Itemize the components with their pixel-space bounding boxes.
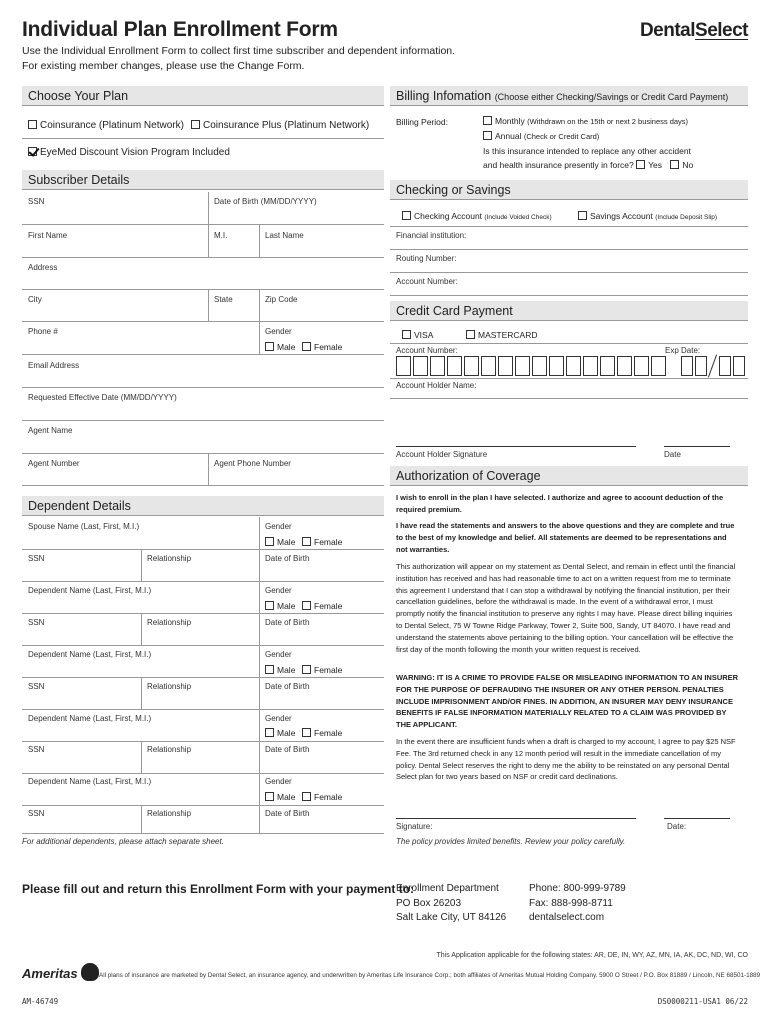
ssn-label: SSN [28, 745, 45, 754]
replace-yes-checkbox[interactable] [636, 160, 645, 169]
intro-line-2: For existing member changes, please use the Change Form. [22, 60, 305, 72]
savings-option[interactable] [578, 211, 717, 221]
female-checkbox[interactable] [302, 601, 311, 610]
divider [141, 805, 142, 833]
credit-card-heading: Credit Card Payment [390, 301, 748, 321]
divider [259, 773, 260, 833]
female-label: Female [314, 665, 343, 675]
intro-line-1: Use the Individual Enrollment Form to collect first time subscriber and dependent information. [22, 45, 456, 57]
female-checkbox[interactable] [302, 665, 311, 674]
mastercard-label: MASTERCARD [478, 330, 538, 340]
replace-no-checkbox[interactable] [670, 160, 679, 169]
signature-date-label: Date: [667, 822, 687, 831]
routing-number-label: Routing Number: [396, 254, 457, 263]
relationship-label: Relationship [147, 682, 192, 691]
divider [22, 289, 384, 290]
form-number-left: AM-46749 [22, 997, 59, 1006]
dental-select-logo [640, 20, 748, 42]
dob-label: Date of Birth [265, 618, 310, 627]
male-checkbox[interactable] [265, 342, 274, 351]
auth-paragraph-2: I have read the statements and answers to the above questions and they are complete and true to the best of my knowledge and belief. All statements are deemed to be representations and not warranties. [396, 521, 735, 554]
billing-title-note: (Choose either Checking/Savings or Credit Card Payment) [494, 92, 729, 102]
auth-paragraph-1: I wish to enroll in the plan I have selected. I authorize and agree to account deduction of the required premium. [396, 493, 724, 514]
divider [22, 138, 384, 139]
brand-part-a: Dental [639, 20, 696, 41]
relationship-label: Relationship [147, 809, 192, 818]
address-dept: Enrollment Department [396, 883, 499, 894]
divider [390, 272, 748, 273]
dependent-male-option[interactable] [265, 792, 295, 802]
mastercard-checkbox[interactable] [466, 330, 475, 339]
signature-label: Signature: [396, 822, 433, 831]
dob-label: Date of Birth [265, 809, 310, 818]
dependent-male-option[interactable] [265, 601, 295, 611]
mailing-address [396, 882, 506, 926]
female-checkbox[interactable] [302, 792, 311, 801]
agent-number-label: Agent Number [28, 459, 80, 468]
dob-label: Date of Birth [265, 554, 310, 563]
dependent-name-label: Dependent Name (Last, First, M.I.) [28, 650, 152, 659]
ameritas-logo [22, 963, 99, 981]
dependent-female-option[interactable] [302, 792, 342, 802]
divider [22, 741, 384, 742]
checking-label: Checking Account [414, 211, 483, 221]
dependent-female-option[interactable] [302, 601, 342, 611]
intro-text [22, 44, 455, 74]
subscriber-male-option[interactable] [265, 342, 295, 352]
plan-option-coinsurance[interactable] [28, 120, 184, 131]
dob-label: Date of Birth [265, 745, 310, 754]
coinsurance-checkbox[interactable] [28, 120, 37, 129]
annual-checkbox[interactable] [483, 131, 492, 140]
male-checkbox[interactable] [265, 537, 274, 546]
male-label: Male [277, 665, 296, 675]
address-label: Address [28, 263, 58, 272]
dependent-male-option[interactable] [265, 728, 295, 738]
divider [22, 677, 384, 678]
limited-benefits-note: The policy provides limited benefits. Review your policy carefully. [396, 837, 626, 846]
city-label: City [28, 295, 42, 304]
return-instructions: Please fill out and return this Enrollment Form with your payment to: [22, 882, 415, 896]
relationship-label: Relationship [147, 618, 192, 627]
gender-label: Gender [265, 714, 292, 723]
male-label: Male [277, 537, 296, 547]
male-checkbox[interactable] [265, 601, 274, 610]
exp-date-label: Exp Date: [665, 346, 701, 355]
exp-date-boxes[interactable] [681, 356, 745, 376]
dob-label: Date of Birth [265, 682, 310, 691]
effective-date-label: Requested Effective Date (MM/DD/YYYY) [28, 393, 177, 402]
annual-note: (Check or Credit Card) [523, 132, 600, 141]
checking-option[interactable] [402, 211, 552, 221]
signature-line[interactable] [396, 446, 636, 447]
divider [390, 249, 748, 250]
monthly-label: Monthly [495, 116, 525, 126]
auth-paragraph-3: This authorization will appear on my statement as Dental Select, and remain in effect until the financial institution has received and has had reasonable time to act on a written request from me to terminate this agreement I understand that I can stop a withdrawal by notifying the financial institution, per their cancellation guidelines, before the withdrawal is made. In the event of a withdrawal error, I must promptly notify the financial institution to preserve any rights I may have. Please direct billing inquiries to Dental Select, 75 W Towne Ridge Parkway, Tower 2, Suite 500, Sandy, UT 84070. I have read and understand the statements above pertaining to the billing option. Your cancellation will be effective the first day of the month following the month your written request is received. [396, 562, 736, 654]
plan-option-eyemed[interactable] [28, 147, 230, 158]
replace-question-text: and health insurance presently in force? [483, 160, 634, 170]
spouse-name-label: Spouse Name (Last, First, M.I.) [28, 522, 140, 531]
female-label: Female [314, 792, 343, 802]
ssn-label: SSN [28, 197, 45, 206]
eyemed-label: EyeMed Discount Vision Program Included [40, 147, 230, 158]
female-checkbox[interactable] [302, 342, 311, 351]
divider [141, 613, 142, 645]
ssn-label: SSN [28, 554, 45, 563]
dependent-female-option[interactable] [302, 728, 342, 738]
auth-paragraph-nsf: In the event there are insufficient funds when a draft is charged to my account, I agree to pay $25 NSF Fee. The 3rd returned check in any 12 month period will result in the immediate cancellation of my policy. Dental Select reserves the right to deny me the ability to be reinstated on any personal Dental Select plan for two years based on NSF or credit card declinations. [396, 737, 736, 782]
auth-warning: WARNING: IT IS A CRIME TO PROVIDE FALSE OR MISLEADING INFORMATION TO AN INSURER FOR THE PURPOSE OF DEFRAUDING THE INSURER OR ANY OTHER PERSON. PENALTIES INCLUDE IMPRISONMENT AND/OR FINES. IN ADDITION, AN INSURER MAY DENY INSURANCE BENEFITS IF FALSE INFORMATION MATERIALLY RELATED TO A CLAIM WAS PROVIDED BY THE APPLICANT. [396, 673, 739, 730]
female-label: Female [314, 601, 343, 611]
male-label: Male [277, 728, 296, 738]
female-label: Female [314, 537, 343, 547]
spouse-female-option[interactable] [302, 537, 342, 547]
divider [22, 833, 384, 834]
divider [390, 226, 748, 227]
divider [208, 224, 209, 257]
divider [141, 549, 142, 581]
monthly-checkbox[interactable] [483, 116, 492, 125]
contact-fax: Fax: 888-998-8711 [529, 897, 613, 909]
dependent-name-label: Dependent Name (Last, First, M.I.) [28, 586, 152, 595]
gender-label: Gender [265, 327, 292, 336]
contact-phone: Phone: 800-999-9789 [529, 883, 626, 894]
dependent-name-label: Dependent Name (Last, First, M.I.) [28, 714, 152, 723]
gender-label: Gender [265, 650, 292, 659]
agent-name-label: Agent Name [28, 426, 73, 435]
applicable-states: This Application applicable for the following states: AR, DE, IN, WY, AZ, MN, IA, AK, DC, ND, WI, CO [436, 952, 748, 959]
replace-question-line1: Is this insurance intended to replace any other accident [483, 146, 691, 156]
divider [259, 224, 260, 257]
last-name-label: Last Name [265, 231, 304, 240]
savings-checkbox[interactable] [578, 211, 587, 220]
male-label: Male [277, 792, 296, 802]
divider [390, 378, 748, 379]
account-number-label: Account Number: [396, 277, 458, 286]
divider [22, 224, 384, 225]
cc-account-number-label: Account Number: [396, 346, 458, 355]
ssn-label: SSN [28, 618, 45, 627]
divider [141, 677, 142, 709]
monthly-note: (Withdrawn on the 15th or next 2 business days) [527, 117, 689, 126]
female-checkbox[interactable] [302, 728, 311, 737]
coinsurance-plus-label: Coinsurance Plus (Platinum Network) [203, 120, 370, 131]
divider [22, 354, 384, 355]
divider [22, 613, 384, 614]
bison-icon [81, 963, 99, 981]
underwriting-disclaimer: All plans of insurance are marketed by Dental Select, an insurance agency, and underwritten by Ameritas Life Insurance Corp.; both affiliates of Ameritas Mutual Holding Company. 5900 O Street / P.O. Box 81889 / Lincoln, NE 68501-1889 [99, 972, 761, 979]
state-label: State [214, 295, 233, 304]
visa-option[interactable] [402, 330, 433, 340]
annual-label: Annual [495, 131, 522, 141]
dob-label: Date of Birth (MM/DD/YYYY) [214, 197, 317, 206]
divider [141, 741, 142, 773]
dependent-heading: Dependent Details [22, 496, 384, 516]
divider [22, 549, 384, 550]
gender-label: Gender [265, 586, 292, 595]
date-line[interactable] [664, 818, 730, 819]
male-label: Male [277, 342, 296, 352]
date-line[interactable] [664, 446, 730, 447]
savings-note: (Include Deposit Slip) [655, 214, 718, 221]
mi-label: M.I. [214, 231, 228, 240]
checking-checkbox[interactable] [402, 211, 411, 220]
female-label: Female [314, 728, 343, 738]
male-checkbox[interactable] [265, 665, 274, 674]
phone-label: Phone # [28, 327, 58, 336]
divider [22, 773, 384, 774]
male-label: Male [277, 601, 296, 611]
gender-label: Gender [265, 522, 292, 531]
divider [208, 192, 209, 224]
signature-line[interactable] [396, 818, 636, 819]
billing-title: Billing Infomation [396, 89, 492, 103]
replace-question-line2 [483, 160, 693, 170]
brand-part-b: Select [695, 20, 748, 41]
savings-label: Savings Account [590, 211, 653, 221]
first-name-label: First Name [28, 231, 68, 240]
replace-no-label: No [682, 160, 694, 170]
divider [390, 398, 748, 399]
male-checkbox[interactable] [265, 728, 274, 737]
page-title: Individual Plan Enrollment Form [22, 18, 338, 41]
checking-savings-heading: Checking or Savings [390, 180, 748, 200]
divider [22, 805, 384, 806]
dependent-name-label: Dependent Name (Last, First, M.I.) [28, 777, 152, 786]
relationship-label: Relationship [147, 745, 192, 754]
cc-number-boxes[interactable] [396, 356, 666, 376]
authorization-heading: Authorization of Coverage [390, 466, 748, 486]
divider [22, 485, 384, 486]
divider [22, 581, 384, 582]
coinsurance-plus-checkbox[interactable] [191, 120, 200, 129]
billing-period-label: Billing Period: [396, 117, 448, 127]
divider [22, 321, 384, 322]
ssn-label: SSN [28, 809, 45, 818]
divider [390, 295, 748, 296]
billing-heading [390, 86, 748, 106]
eyemed-checkbox[interactable] [28, 147, 37, 156]
spouse-male-option[interactable] [265, 537, 295, 547]
contact-info [529, 882, 626, 926]
relationship-label: Relationship [147, 554, 192, 563]
female-label: Female [314, 342, 343, 352]
email-label: Email Address [28, 361, 80, 370]
visa-label: VISA [414, 330, 434, 340]
divider [22, 420, 384, 421]
zip-label: Zip Code [265, 295, 298, 304]
divider [208, 453, 209, 485]
mastercard-option[interactable] [466, 330, 538, 340]
agent-phone-label: Agent Phone Number [214, 459, 291, 468]
visa-checkbox[interactable] [402, 330, 411, 339]
divider [22, 453, 384, 454]
dependent-male-option[interactable] [265, 665, 295, 675]
account-holder-label: Account Holder Name: [396, 381, 477, 390]
subscriber-heading: Subscriber Details [22, 170, 384, 190]
checking-note: (Include Voided Check) [484, 214, 552, 221]
replace-yes-label: Yes [648, 160, 662, 170]
address-city: Salt Lake City, UT 84126 [396, 912, 507, 923]
divider [22, 257, 384, 258]
divider [208, 289, 209, 321]
gender-label: Gender [265, 777, 292, 786]
female-checkbox[interactable] [302, 537, 311, 546]
dependent-female-option[interactable] [302, 665, 342, 675]
divider [22, 387, 384, 388]
ameritas-wordmark: Ameritas [22, 966, 78, 981]
divider [390, 343, 748, 344]
date-label: Date [664, 450, 681, 459]
monthly-option[interactable] [483, 116, 688, 126]
contact-website[interactable]: dentalselect.com [529, 912, 605, 923]
male-checkbox[interactable] [265, 792, 274, 801]
plan-option-coinsurance-plus[interactable] [191, 120, 369, 131]
choose-plan-heading: Choose Your Plan [22, 86, 384, 106]
divider [22, 709, 384, 710]
coinsurance-label: Coinsurance (Platinum Network) [40, 120, 184, 131]
account-holder-signature-label: Account Holder Signature [396, 450, 488, 459]
address-pobox: PO Box 26203 [396, 897, 462, 909]
form-number-right: DS0000211-USA1 06/22 [657, 997, 748, 1006]
additional-dependents-note: For additional dependents, please attach separate sheet. [22, 837, 224, 846]
divider [22, 645, 384, 646]
ssn-label: SSN [28, 682, 45, 691]
annual-option[interactable] [483, 131, 599, 141]
subscriber-female-option[interactable] [302, 342, 342, 352]
financial-institution-label: Financial institution: [396, 231, 467, 240]
